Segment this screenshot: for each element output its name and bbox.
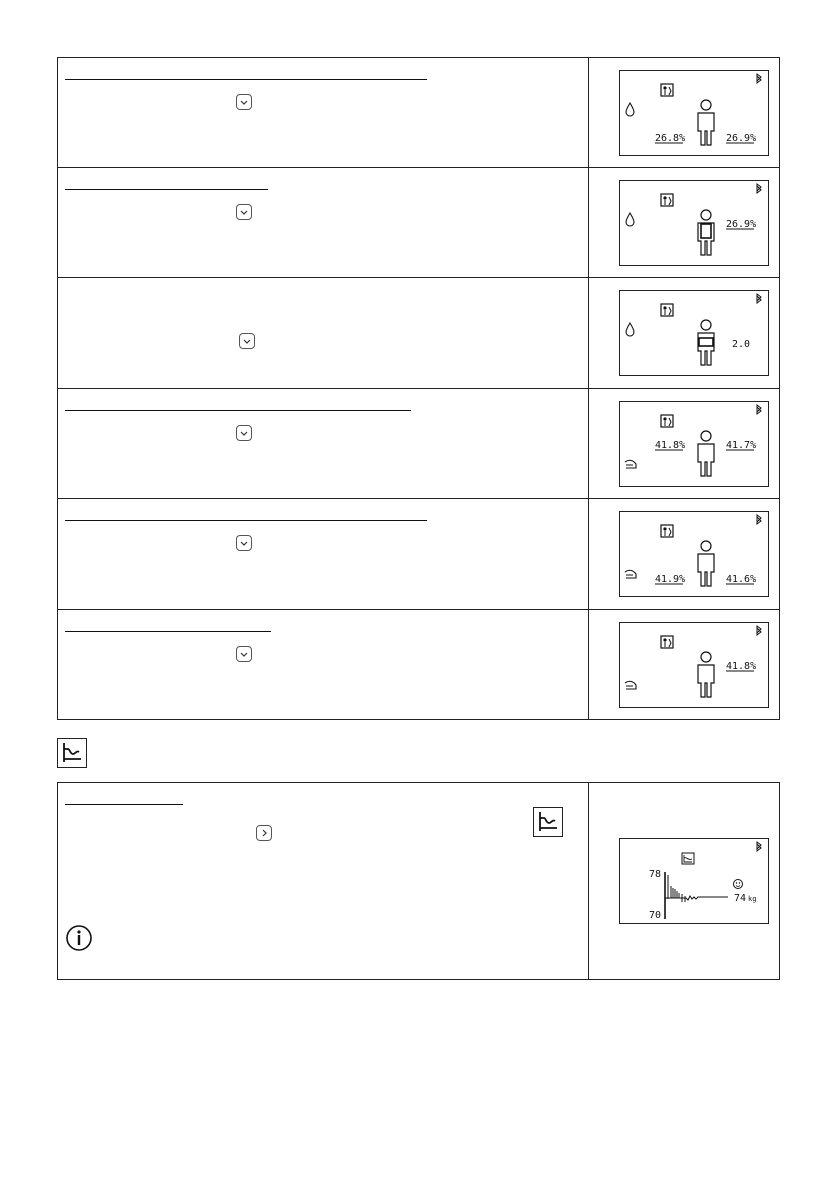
segment-mode-icon <box>661 194 673 206</box>
trend-graph <box>665 872 728 919</box>
trend-heading <box>65 791 183 805</box>
muscle-arm-icon <box>625 681 636 689</box>
right-value: 26.9% <box>726 219 757 230</box>
bluetooth-icon <box>757 405 761 414</box>
table-row <box>58 610 779 719</box>
down-key[interactable] <box>239 333 255 349</box>
row-display <box>589 783 779 979</box>
bluetooth-icon <box>757 294 761 303</box>
bluetooth-icon <box>757 74 761 83</box>
segment-mode-icon <box>661 525 673 537</box>
row-display <box>589 278 779 388</box>
row-description <box>58 58 589 167</box>
chevron-down-icon <box>239 207 249 217</box>
chevron-right-icon <box>259 828 269 838</box>
chevron-down-icon <box>239 428 249 438</box>
right-value: 41.8% <box>726 661 757 672</box>
smiley-icon <box>734 880 743 889</box>
trend-graph-icon <box>57 738 87 768</box>
row-display <box>589 168 779 277</box>
info-icon <box>66 925 92 951</box>
table-row <box>58 168 779 278</box>
segment-mode-icon <box>661 304 673 316</box>
water-drop-icon <box>626 323 634 336</box>
row-heading <box>65 507 427 521</box>
left-value: 41.9% <box>655 574 686 585</box>
row-heading <box>65 397 411 411</box>
muscle-arm-icon <box>625 570 636 578</box>
row-display <box>589 389 779 498</box>
bluetooth-icon <box>757 842 761 851</box>
down-key[interactable] <box>236 425 252 441</box>
table-row <box>58 783 779 979</box>
down-key[interactable] <box>236 94 252 110</box>
chevron-down-icon <box>239 538 249 548</box>
down-key[interactable] <box>236 204 252 220</box>
body-figure <box>698 541 714 586</box>
body-figure <box>698 320 714 365</box>
chevron-down-icon <box>242 336 252 346</box>
water-drop-icon <box>626 213 634 226</box>
lcd-display <box>619 70 769 156</box>
trend-table <box>57 782 780 980</box>
row-heading <box>65 66 427 80</box>
row-display <box>589 610 779 719</box>
segment-mode-icon <box>661 84 673 96</box>
row-description <box>58 278 589 388</box>
lcd-display <box>619 401 769 487</box>
trend-graph-icon <box>533 807 563 837</box>
trend-bottom-value: 70 <box>649 910 662 921</box>
right-value: 2.0 <box>732 339 751 350</box>
lcd-display <box>619 622 769 708</box>
segment-mode-icon <box>661 636 673 648</box>
bluetooth-icon <box>757 626 761 635</box>
lcd-display <box>619 290 769 376</box>
left-value: 41.8% <box>655 440 686 451</box>
segment-table <box>57 57 780 720</box>
trend-weight: 74 <box>734 893 747 904</box>
bluetooth-icon <box>757 184 761 193</box>
row-description <box>58 610 589 719</box>
row-display <box>589 58 779 167</box>
row-display <box>589 499 779 609</box>
trend-graph-icon <box>682 853 694 864</box>
table-row <box>58 58 779 168</box>
body-figure <box>698 210 714 255</box>
row-description <box>58 168 589 277</box>
right-value: 26.9% <box>726 133 757 144</box>
trend-unit: kg <box>748 895 757 903</box>
segment-mode-icon <box>661 415 673 427</box>
lcd-display <box>619 511 769 597</box>
right-value: 41.6% <box>726 574 757 585</box>
chevron-down-icon <box>239 97 249 107</box>
table-row <box>58 499 779 610</box>
body-figure <box>698 431 714 476</box>
water-drop-icon <box>626 103 634 116</box>
table-row <box>58 278 779 389</box>
right-value: 41.7% <box>726 440 757 451</box>
right-key[interactable] <box>256 825 272 841</box>
lcd-display <box>619 180 769 266</box>
down-key[interactable] <box>236 535 252 551</box>
table-row <box>58 389 779 499</box>
bluetooth-icon <box>757 515 761 524</box>
body-figure <box>698 100 714 145</box>
row-description <box>58 389 589 498</box>
row-description <box>58 499 589 609</box>
chevron-down-icon <box>239 649 249 659</box>
body-figure <box>698 652 714 697</box>
down-key[interactable] <box>236 646 252 662</box>
row-heading <box>65 618 271 632</box>
row-description <box>58 783 589 979</box>
trend-lcd-display <box>619 838 769 924</box>
muscle-arm-icon <box>625 460 636 468</box>
trend-top-value: 78 <box>649 869 662 880</box>
row-heading <box>65 176 268 190</box>
left-value: 26.8% <box>655 133 686 144</box>
